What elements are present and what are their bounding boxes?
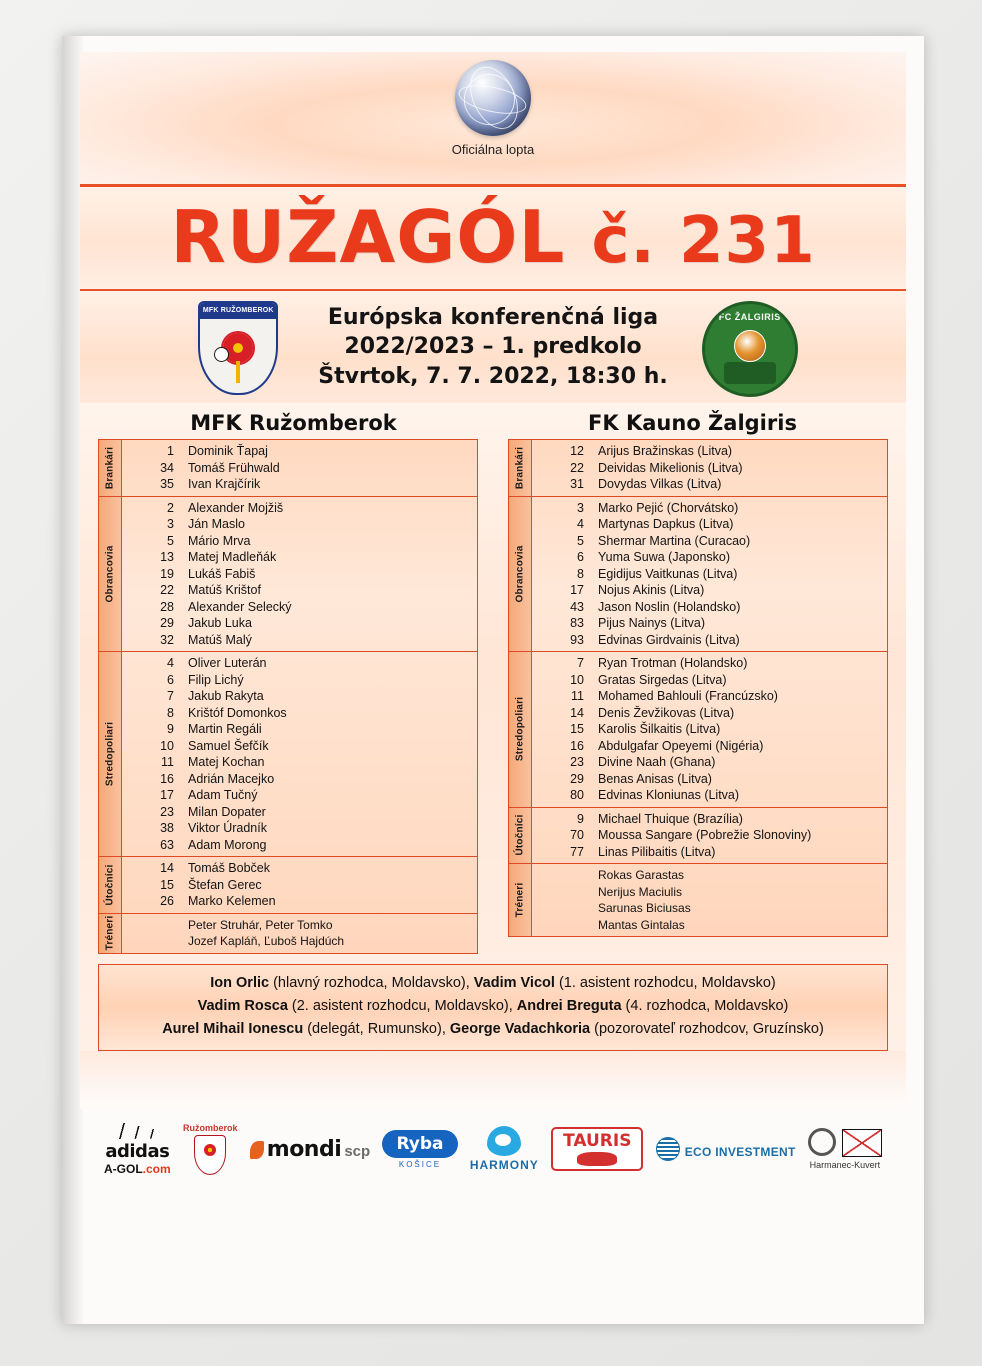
player-row	[122, 877, 477, 894]
player-name: Denis Ževžikovas (Litva)	[598, 705, 735, 720]
player-name: Ivan Krajčírik	[188, 477, 261, 491]
page-title	[80, 195, 906, 279]
player-name: Dominik Ťapaj	[188, 444, 268, 458]
player-number: 8	[577, 566, 584, 581]
player-name: Pijus Nainys (Litva)	[598, 616, 705, 630]
player-row	[532, 460, 887, 477]
player-row	[532, 787, 887, 804]
roster-section-body	[122, 440, 477, 496]
roster-section-label	[509, 864, 532, 936]
roster-section	[509, 440, 887, 497]
player-number: 6	[167, 672, 174, 687]
match-officials	[98, 964, 888, 1051]
harmony-drop-icon	[487, 1126, 521, 1156]
player-name: Yuma Suwa (Japonsko)	[598, 550, 731, 564]
player-number: 2	[167, 500, 174, 515]
sponsor-adidas-name: adidas	[105, 1140, 170, 1162]
player-name: Matej Kochan	[188, 755, 265, 769]
roster-section	[509, 652, 887, 808]
roster-section	[99, 857, 477, 914]
player-name: Milan Dopater	[188, 804, 266, 819]
player-name: Arijus Bražinskas (Litva)	[598, 444, 733, 458]
player-row	[122, 754, 477, 771]
player-row	[122, 632, 477, 649]
player-row	[532, 844, 887, 861]
player-row	[122, 804, 477, 821]
player-number: 38	[160, 821, 174, 835]
rosters	[80, 439, 906, 960]
roster-section-label	[509, 440, 532, 496]
sponsor-ryba	[382, 1130, 457, 1169]
player-row	[122, 500, 477, 517]
roster-section-body	[532, 497, 887, 652]
player-row	[532, 754, 887, 771]
player-name: Mário Mrva	[188, 533, 251, 548]
player-number: 23	[570, 755, 584, 769]
player-row	[532, 655, 887, 672]
sponsor-adidas	[104, 1123, 171, 1176]
roster-section	[509, 497, 887, 653]
sponsor-eco-investment	[656, 1137, 796, 1161]
official-name-5: Aurel Mihail Ionescu	[162, 1021, 304, 1038]
player-number: 10	[160, 738, 174, 753]
player-row	[532, 917, 887, 934]
roster-section-label-text: Brankári	[514, 446, 526, 489]
official-name-3: Vadim Rosca	[197, 997, 288, 1014]
player-row	[122, 860, 477, 877]
player-name: Nerijus Maciulis	[598, 884, 683, 899]
player-row	[532, 582, 887, 599]
player-row	[122, 672, 477, 689]
teams-section	[80, 403, 906, 1051]
player-name: Jason Noslin (Holandsko)	[598, 599, 741, 614]
player-number: 15	[570, 722, 584, 736]
roster-section-label	[99, 652, 122, 856]
roster-section-label-text: Obrancovia	[514, 545, 526, 603]
roster-section-body	[122, 857, 477, 913]
sponsor-tauris	[551, 1127, 643, 1171]
roster-section	[99, 497, 477, 653]
roster-section	[99, 440, 477, 497]
roster-section-label-text: Obrancovia	[104, 545, 116, 603]
ball-caption: Oficiálna lopta	[451, 142, 535, 157]
player-number: 16	[160, 771, 174, 786]
title-main: RUŽAGÓL	[170, 195, 566, 279]
officials-line-1	[107, 972, 879, 995]
player-number: 29	[160, 616, 174, 630]
official-role-4: (4. rozhodca, Moldavsko)	[621, 997, 789, 1014]
player-name: Jakub Rakyta	[188, 689, 264, 703]
tauris-bull-icon	[577, 1152, 617, 1166]
player-name: Lukáš Fabiš	[188, 566, 256, 581]
roster-section-body	[532, 808, 887, 864]
roster-section-label	[509, 497, 532, 652]
player-name: Rokas Garastas	[598, 868, 685, 882]
roster-section-label-text: Tréneri	[514, 882, 526, 918]
player-row	[122, 582, 477, 599]
player-name: Sarunas Biciusas	[598, 901, 691, 915]
official-role-6: (pozorovateľ rozhodcov, Gruzínsko)	[590, 1021, 824, 1038]
player-row	[122, 516, 477, 533]
player-name: Adam Tučný	[188, 788, 258, 802]
envelope-icon	[842, 1129, 882, 1157]
player-number: 3	[167, 517, 174, 531]
player-number: 6	[577, 550, 584, 564]
player-name: Nojus Akinis (Litva)	[598, 583, 705, 597]
player-number: 4	[577, 517, 584, 531]
sponsor-mondi-sub: scp	[344, 1142, 371, 1160]
player-number: 22	[160, 583, 174, 597]
player-name: Peter Struhár, Peter Tomko	[188, 917, 333, 932]
player-number: 26	[160, 894, 174, 908]
player-row	[122, 533, 477, 550]
officials-line-3	[107, 1018, 879, 1041]
roster-section	[99, 914, 477, 953]
player-name: Marko Kelemen	[188, 894, 276, 908]
roster-section	[509, 808, 887, 865]
player-number: 93	[570, 632, 584, 647]
official-role-1: (hlavný rozhodca, Moldavsko),	[269, 974, 474, 991]
away-crest-label: FC ŽALGIRIS	[718, 312, 781, 322]
player-row	[532, 516, 887, 533]
player-number: 11	[161, 755, 174, 769]
player-row	[532, 566, 887, 583]
player-row	[532, 672, 887, 689]
official-role-5: (delegát, Rumunsko),	[303, 1021, 450, 1038]
player-number: 13	[160, 550, 174, 564]
away-crest-icon	[702, 301, 794, 393]
player-number: 15	[160, 877, 174, 892]
player-number: 8	[167, 705, 174, 720]
roster-section-body	[532, 864, 887, 936]
player-number: 9	[167, 722, 174, 736]
player-number: 14	[160, 861, 174, 875]
roster-section-label-text: Útočníci	[104, 864, 116, 906]
player-name: Tomáš Frühwald	[188, 460, 280, 475]
roster-section-label	[509, 808, 532, 864]
player-name: Adam Morong	[188, 837, 267, 852]
player-name: Matúš Krištof	[188, 583, 261, 597]
programme-sheet	[62, 36, 924, 1324]
player-number: 10	[570, 672, 584, 687]
player-name: Tomáš Bobček	[188, 861, 270, 875]
player-row	[532, 632, 887, 649]
player-number: 3	[577, 500, 584, 515]
player-name: Viktor Úradník	[188, 821, 267, 835]
player-name: Linas Pilibaitis (Litva)	[598, 844, 716, 859]
player-name: Martin Regáli	[188, 722, 262, 736]
match-details	[318, 303, 667, 390]
player-name: Abdulgafar Opeyemi (Nigéria)	[598, 738, 764, 753]
player-row	[122, 443, 477, 460]
sponsor-tauris-name: TAURIS	[563, 1131, 632, 1152]
player-row	[532, 884, 887, 901]
player-number: 23	[160, 804, 174, 819]
player-name: Deividas Mikelionis (Litva)	[598, 460, 743, 475]
player-name: Jozef Kapláň, Ľuboš Hajdúch	[188, 934, 345, 948]
player-name: Ján Maslo	[188, 517, 245, 531]
title-issue: č. 231	[591, 204, 816, 278]
player-row	[532, 827, 887, 844]
player-number: 32	[160, 632, 174, 647]
player-name: Edvinas Girdvainis (Litva)	[598, 632, 740, 647]
player-row	[532, 867, 887, 884]
player-row	[532, 811, 887, 828]
officials-line-2	[107, 995, 879, 1018]
home-team-name: MFK Ružomberok	[190, 411, 397, 435]
player-number: 17	[570, 583, 584, 597]
roster-section-label-text: Tréneri	[104, 915, 116, 951]
player-number: 77	[570, 844, 584, 859]
player-number: 31	[570, 477, 584, 491]
player-row	[122, 688, 477, 705]
player-row	[122, 917, 477, 934]
sponsor-harmony	[470, 1126, 539, 1172]
away-team-name: FK Kauno Žalgiris	[588, 411, 797, 435]
football-icon	[455, 60, 531, 136]
player-name: Matúš Malý	[188, 632, 252, 647]
sponsor-adidas-sub: A-GOL	[104, 1161, 143, 1176]
player-row	[122, 476, 477, 493]
roster-section-label-text: Brankári	[104, 446, 116, 489]
competition-name: Európska konferenčná liga	[327, 305, 659, 331]
player-name: Marko Pejić (Chorvátsko)	[598, 500, 739, 515]
player-name: Štefan Gerec	[188, 877, 262, 892]
player-row	[532, 900, 887, 917]
sponsor-eco-name: ECO INVESTMENT	[684, 1145, 796, 1160]
home-roster	[98, 439, 478, 954]
player-name: Shermar Martina (Curacao)	[598, 533, 751, 548]
player-row	[532, 549, 887, 566]
player-number: 29	[570, 771, 584, 786]
player-number: 4	[167, 656, 174, 670]
player-row	[122, 549, 477, 566]
player-row	[122, 599, 477, 616]
sponsor-strip	[80, 1109, 906, 1180]
player-number: 1	[167, 444, 174, 458]
player-number: 7	[577, 656, 584, 670]
sponsor-ruzomberok	[183, 1123, 238, 1175]
player-row	[532, 721, 887, 738]
player-row	[532, 500, 887, 517]
home-crest-label: MFK RUŽOMBEROK	[200, 303, 276, 319]
roster-section-body	[122, 914, 477, 953]
player-name: Michael Thuique (Brazília)	[598, 811, 743, 826]
player-number: 11	[571, 689, 584, 703]
title-band	[80, 187, 906, 289]
sponsor-ryba-name: Ryba	[382, 1130, 457, 1158]
player-number: 83	[570, 616, 584, 630]
player-row	[532, 533, 887, 550]
roster-section-label-text: Stredopoliari	[104, 721, 116, 787]
player-row	[122, 837, 477, 854]
sponsor-mondi-name: mondi	[266, 1136, 342, 1162]
player-number: 5	[577, 533, 584, 548]
player-name: Gratas Sirgedas (Litva)	[598, 672, 727, 687]
player-name: Oliver Luterán	[188, 656, 267, 670]
player-number: 14	[570, 705, 584, 720]
player-row	[122, 771, 477, 788]
player-name: Moussa Sangare (Pobrežie Slonoviny)	[598, 828, 812, 842]
player-number: 34	[160, 460, 174, 475]
player-row	[532, 443, 887, 460]
player-row	[532, 738, 887, 755]
player-row	[122, 460, 477, 477]
player-name: Mohamed Bahlouli (Francúzsko)	[598, 689, 778, 703]
sponsor-harmanec-name: Harmanec-Kuvert	[809, 1160, 881, 1171]
player-name: Karolis Šilkaitis (Litva)	[598, 722, 721, 736]
player-name: Jakub Luka	[188, 616, 252, 630]
player-row	[122, 738, 477, 755]
player-row	[532, 705, 887, 722]
official-name-2: Vadim Vicol	[473, 974, 555, 991]
player-row	[122, 705, 477, 722]
competition-season-round: 2022/2023 – 1. predkolo	[344, 334, 642, 360]
sponsor-harmony-name: HARMONY	[469, 1158, 539, 1173]
roster-section-label	[99, 914, 122, 953]
player-number: 22	[570, 460, 584, 475]
player-name: Ryan Trotman (Holandsko)	[598, 656, 748, 670]
official-ball-band	[80, 52, 906, 184]
official-role-3: (2. asistent rozhodcu, Moldavsko),	[287, 997, 517, 1014]
player-name: Krištóf Domonkos	[188, 705, 287, 720]
player-name: Samuel Šefčík	[188, 738, 269, 753]
player-name: Alexander Mojžiš	[188, 500, 284, 515]
player-number: 80	[570, 788, 584, 802]
roster-section-label	[99, 440, 122, 496]
player-number: 17	[160, 788, 174, 802]
player-name: Dovydas Vilkas (Litva)	[598, 477, 722, 491]
player-number: 35	[160, 477, 174, 491]
roster-section-label-text: Útočníci	[514, 814, 526, 856]
player-number: 43	[570, 599, 584, 614]
player-row	[122, 655, 477, 672]
player-number: 16	[570, 738, 584, 753]
player-row	[122, 615, 477, 632]
home-crest-icon	[192, 301, 284, 393]
player-number: 12	[570, 444, 584, 458]
sponsor-mondi	[250, 1137, 370, 1162]
player-row	[122, 893, 477, 910]
player-row	[532, 615, 887, 632]
player-name: Mantas Gintalas	[598, 917, 685, 932]
official-name-4: Andrei Breguta	[516, 997, 622, 1014]
player-row	[532, 476, 887, 493]
official-role-2: (1. asistent rozhodcu, Moldavsko)	[554, 974, 776, 991]
player-number: 28	[160, 599, 174, 614]
harmanec-gear-icon	[808, 1128, 836, 1156]
player-name: Adrián Macejko	[188, 771, 275, 786]
bottom-fade	[80, 1051, 906, 1109]
sponsor-ryba-sub: KOŠICE	[398, 1159, 442, 1169]
team-name-row	[80, 409, 906, 439]
player-number: 7	[167, 689, 174, 703]
roster-section-label-text: Stredopoliari	[514, 697, 526, 762]
player-number: 9	[577, 811, 584, 826]
adidas-stripes-icon	[114, 1123, 160, 1139]
match-datetime: Štvrtok, 7. 7. 2022, 18:30 h.	[318, 363, 668, 389]
player-name: Martynas Dapkus (Litva)	[598, 517, 734, 531]
roster-section-label	[99, 857, 122, 913]
player-name: Alexander Selecký	[188, 599, 292, 614]
player-name: Filip Lichý	[188, 672, 244, 687]
player-name: Divine Naah (Ghana)	[598, 755, 716, 769]
roster-section	[99, 652, 477, 857]
sponsor-adidas-tld: .com	[142, 1161, 171, 1176]
official-name-6: George Vadachkoria	[449, 1021, 591, 1038]
ruzomberok-town-crest-icon	[194, 1135, 226, 1175]
roster-section-body	[122, 497, 477, 652]
official-name-1: Ion Orlic	[210, 974, 270, 991]
sponsor-ruzomberok-label: Ružomberok	[182, 1123, 238, 1134]
mondi-flame-icon	[250, 1141, 264, 1159]
player-number: 5	[167, 533, 174, 548]
roster-section-label	[99, 497, 122, 652]
player-row	[532, 688, 887, 705]
player-row	[122, 787, 477, 804]
roster-section-body	[122, 652, 477, 856]
player-number: 63	[160, 837, 174, 852]
player-name: Edvinas Kloniunas (Litva)	[598, 788, 740, 802]
match-header	[80, 291, 906, 403]
roster-section-body	[532, 652, 887, 807]
player-row	[122, 933, 477, 950]
roster-section-label	[509, 652, 532, 807]
player-name: Matej Madleňák	[188, 550, 277, 564]
player-row	[122, 820, 477, 837]
eco-globe-icon	[656, 1137, 680, 1161]
player-name: Egidijus Vaitkunas (Litva)	[598, 566, 738, 581]
player-row	[532, 599, 887, 616]
player-number: 19	[160, 566, 174, 581]
player-number: 70	[570, 828, 584, 842]
player-row	[122, 721, 477, 738]
player-row	[122, 566, 477, 583]
away-roster	[508, 439, 888, 937]
player-row	[532, 771, 887, 788]
roster-section-body	[532, 440, 887, 496]
player-name: Benas Anisas (Litva)	[598, 771, 712, 786]
sponsor-harmanec-kuvert	[808, 1128, 882, 1170]
roster-section	[509, 864, 887, 936]
